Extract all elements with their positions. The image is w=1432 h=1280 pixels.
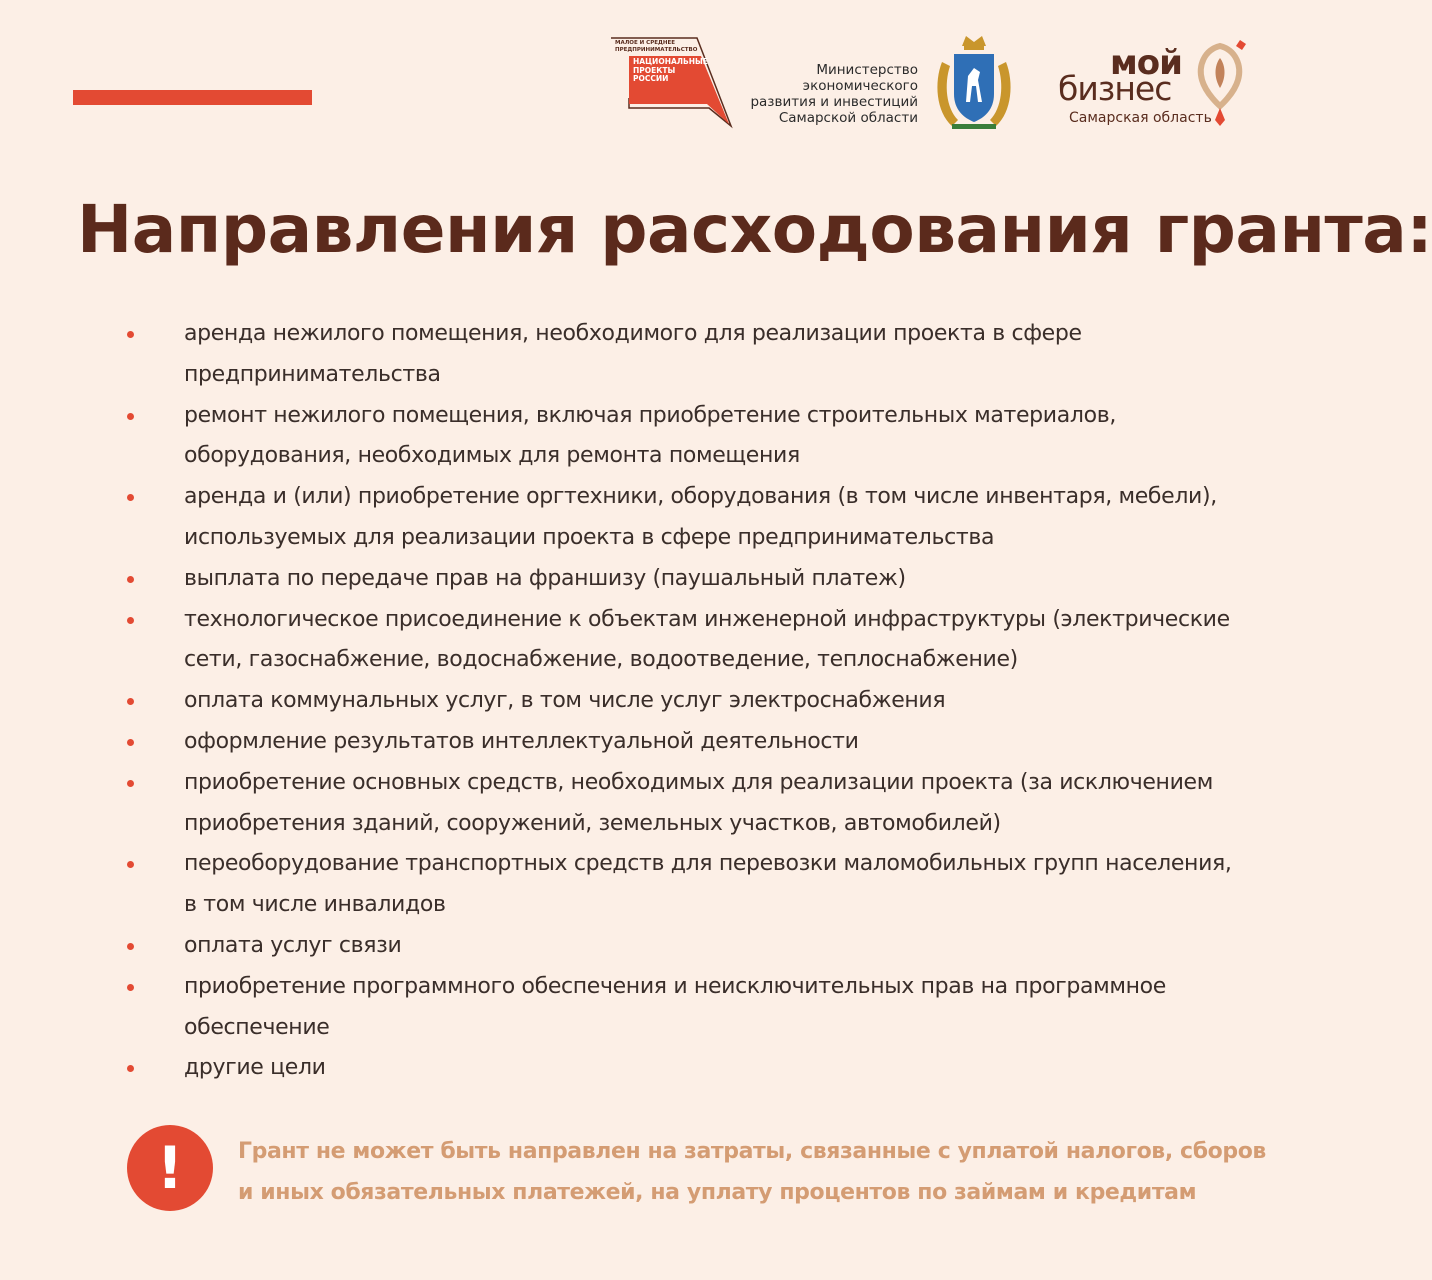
list-item — [127, 396, 1237, 478]
list-item — [127, 763, 1237, 845]
list-item — [127, 722, 1237, 763]
list-item-text: технологическое присоединение к объектам инженерной инфраструктуры (электрические сети, газоснабжение, водоснабжение, водоотведение, теплоснабжение) — [184, 606, 1230, 673]
list-item-text: оплата коммунальных услуг, в том числе услуг электроснабжения — [184, 688, 946, 714]
ministry-line: развития и инвестиций — [750, 94, 918, 110]
list-item — [127, 967, 1237, 1049]
list-item-text: аренда и (или) приобретение оргтехники, оборудования (в том числе инвентаря, мебели), используемых для реализации проекта в сфере предпринимательства — [184, 484, 1217, 550]
ministry-line: экономического — [802, 78, 918, 94]
list-item — [127, 681, 1237, 722]
moi-biznes-logo-word1: мой — [1110, 43, 1182, 83]
national-projects-small-text: МАЛОЕ И СРЕДНЕЕ ПРЕДПРИНИМАТЕЛЬСТВО — [615, 40, 698, 53]
list-item-text: выплата по передаче прав на франшизу (паушальный платеж) — [184, 565, 906, 591]
warning-line: Грант не может быть направлен на затраты, связанные с уплатой налогов, сборов — [238, 1139, 1266, 1164]
national-projects-big-text: НАЦИОНАЛЬНЫЕ ПРОЕКТЫ РОССИИ — [633, 57, 708, 83]
list-item-text: оплата услуг связи — [184, 932, 402, 958]
bullet-icon — [127, 494, 134, 501]
bullet-icon — [127, 576, 134, 583]
coat-of-arms-icon — [932, 32, 1016, 132]
list-item-text: переоборудование транспортных средств для перевозки маломобильных групп населения, в том числе инвалидов — [184, 851, 1232, 918]
list-item — [127, 477, 1237, 559]
ministry-line: Самарской области — [778, 110, 918, 126]
bullet-icon — [127, 984, 134, 991]
list-item — [127, 559, 1237, 600]
bullet-icon — [127, 698, 134, 705]
accent-bar — [73, 90, 312, 105]
list-item — [127, 844, 1237, 926]
bullet-icon — [127, 943, 134, 950]
national-projects-logo — [609, 36, 733, 128]
expense-list — [127, 314, 1237, 1089]
bullet-icon — [127, 739, 134, 746]
bullet-icon — [127, 413, 134, 420]
bullet-icon — [127, 331, 134, 338]
exclamation-icon: ! — [127, 1125, 213, 1211]
list-item — [127, 314, 1237, 396]
list-item — [127, 926, 1237, 967]
bullet-icon — [127, 780, 134, 787]
list-item — [127, 600, 1237, 682]
warning-line: и иных обязательных платежей, на уплату процентов по займам и кредитам — [238, 1180, 1197, 1205]
bullet-icon — [127, 617, 134, 624]
list-item-text: другие цели — [184, 1055, 326, 1081]
moi-biznes-logo-word2: бизнес — [1058, 69, 1172, 108]
moi-biznes-region: Самарская область — [1069, 110, 1212, 126]
bullet-icon — [127, 1065, 134, 1072]
list-item-text: аренда нежилого помещения, необходимого для реализации проекта в сфере предпринимательства — [184, 321, 1082, 387]
warning-note — [238, 1131, 1266, 1213]
list-item-text: ремонт нежилого помещения, включая приобретение строительных материалов, оборудования, необходимых для ремонта помещения — [184, 402, 1116, 469]
page-title: Направления расходования гранта: — [77, 191, 1432, 268]
ministry-name — [738, 62, 918, 126]
bullet-icon — [127, 861, 134, 868]
list-item-text: приобретение основных средств, необходимых для реализации проекта (за исключением приобретения зданий, сооружений, земельных участков, автомобилей) — [184, 769, 1213, 836]
list-item — [127, 1048, 1237, 1089]
ministry-line: Министерство — [816, 62, 918, 78]
list-item-text: оформление результатов интеллектуальной деятельности — [184, 728, 859, 754]
rocket-pin-icon — [1196, 36, 1250, 126]
list-item-text: приобретение программного обеспечения и неисключительных прав на программное обеспечение — [184, 973, 1166, 1040]
